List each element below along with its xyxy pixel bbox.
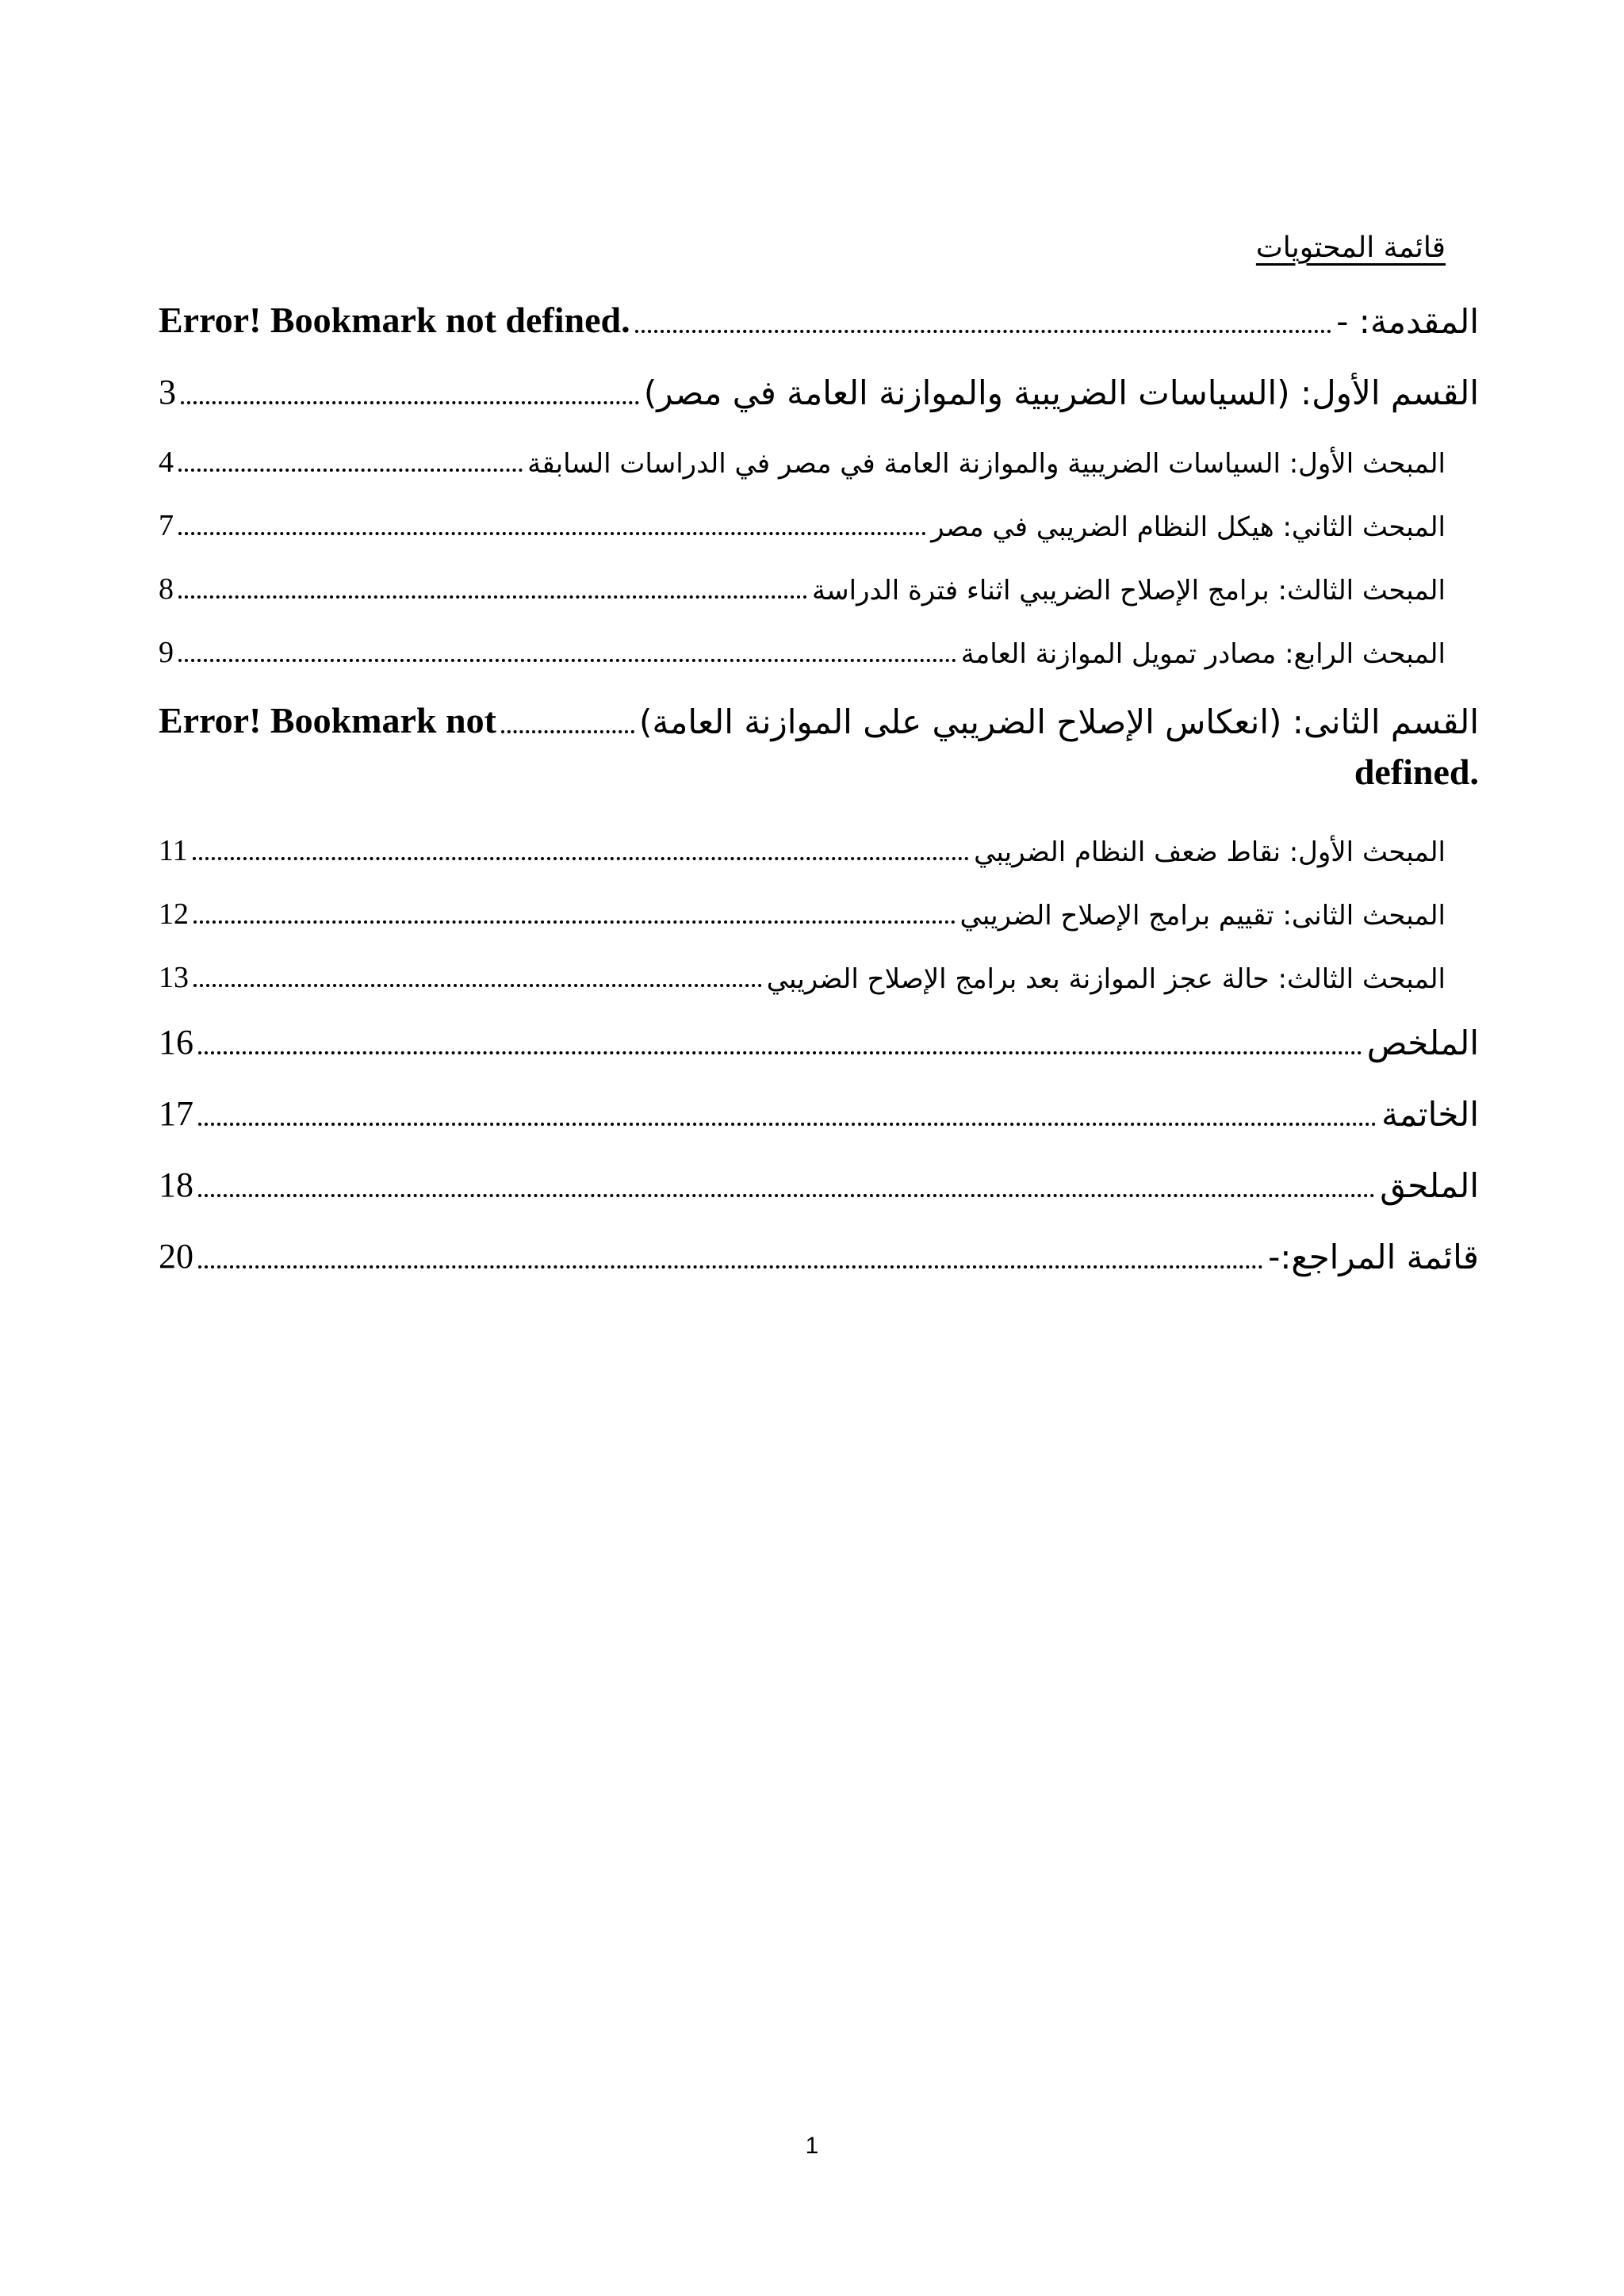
dot-leader xyxy=(178,659,956,662)
dot-leader xyxy=(193,920,956,924)
toc-entry-section-2[interactable] xyxy=(159,694,1479,741)
toc-entry-title: المبحث الثالث: حالة عجز الموازنة بعد برامج الإصلاح الضريبي xyxy=(766,963,1446,995)
toc-entry-conclusion[interactable] xyxy=(159,1086,1479,1134)
toc-entry-page: Error! Bookmark not xyxy=(159,700,496,740)
toc-entry-page: 3 xyxy=(159,373,176,411)
toc-entry-page: 12 xyxy=(159,897,189,931)
toc-entry-section-1-chapter-1[interactable] xyxy=(159,432,1446,480)
dot-leader xyxy=(501,730,634,733)
toc-entry-summary[interactable] xyxy=(159,1015,1479,1062)
toc-entry-page: 17 xyxy=(159,1094,193,1133)
toc-entry-page-continued: defined. xyxy=(1354,752,1479,792)
toc-entry-title: القسم الأول: (السياسات الضريبية والموازنة العامة في مصر) xyxy=(643,373,1479,412)
dot-leader xyxy=(178,595,807,599)
toc-entry-page: 7 xyxy=(159,509,174,542)
page-number: 1 xyxy=(805,2133,819,2159)
dot-leader xyxy=(198,1194,1375,1197)
toc-entry-title: المبحث الثالث: برامج الإصلاح الضريبي اثناء فترة الدراسة xyxy=(811,575,1446,607)
dot-leader xyxy=(178,469,523,472)
toc-entry-title: القسم الثانى: (انعكاس الإصلاح الضريبي على الموازنة العامة) xyxy=(638,702,1479,741)
toc-entry-page: 16 xyxy=(159,1023,193,1062)
toc-entry-section-1-chapter-4[interactable] xyxy=(159,622,1446,670)
toc-entry-section-2-chapter-1[interactable] xyxy=(159,821,1446,868)
toc-entry-page: 4 xyxy=(159,446,174,479)
toc-entry-title: قائمة المراجع:- xyxy=(1268,1238,1479,1276)
dot-leader xyxy=(193,984,762,987)
toc-entry-page: 11 xyxy=(159,834,188,867)
toc-entry-title: المبحث الأول: نقاط ضعف النظام الضريبي xyxy=(974,836,1446,868)
dot-leader xyxy=(198,1123,1377,1126)
dot-leader xyxy=(198,1265,1263,1269)
toc-entry-title: المقدمة: - xyxy=(1336,302,1479,341)
toc-entry-section-1-chapter-2[interactable] xyxy=(159,496,1446,543)
toc-entry-page: 8 xyxy=(159,572,174,606)
toc-entry-title: الملحق xyxy=(1380,1166,1479,1205)
toc-entry-page: 13 xyxy=(159,961,189,994)
dot-leader xyxy=(635,330,1332,333)
toc-entry-page: 20 xyxy=(159,1237,193,1276)
toc-entry-section-2-chapter-3[interactable] xyxy=(159,947,1446,995)
toc-entry-title: المبحث الأول: السياسات الضريبية والموازنة العامة في مصر في الدراسات السابقة xyxy=(527,448,1446,480)
toc-entry-section-1[interactable] xyxy=(159,365,1479,412)
dot-leader xyxy=(198,1051,1362,1054)
toc-entry-page: Error! Bookmark not defined. xyxy=(159,300,630,340)
toc-entry-title: المبحث الثانى: تقييم برامج الإصلاح الضريبي xyxy=(959,900,1446,932)
toc-entry-title: الخاتمة xyxy=(1381,1095,1479,1134)
toc-entry-page: 9 xyxy=(159,636,174,669)
toc-entry-introduction[interactable] xyxy=(159,293,1479,341)
dot-leader xyxy=(178,532,926,535)
toc-entry-page: 18 xyxy=(159,1165,193,1204)
toc-heading: قائمة المحتويات xyxy=(1255,232,1446,264)
toc-entry-title: المبحث الرابع: مصادر تمويل الموازنة العامة xyxy=(960,638,1446,670)
toc-entry-title: الملخص xyxy=(1366,1024,1479,1062)
toc-entry-section-2-chapter-2[interactable] xyxy=(159,884,1446,932)
toc-entry-appendix[interactable] xyxy=(159,1158,1479,1205)
dot-leader xyxy=(193,857,969,860)
toc-entry-title: المبحث الثاني: هيكل النظام الضريبي في مصر xyxy=(931,511,1446,543)
dot-leader xyxy=(181,401,639,404)
toc-entry-section-1-chapter-3[interactable] xyxy=(159,559,1446,607)
toc-entry-references[interactable] xyxy=(159,1229,1479,1276)
